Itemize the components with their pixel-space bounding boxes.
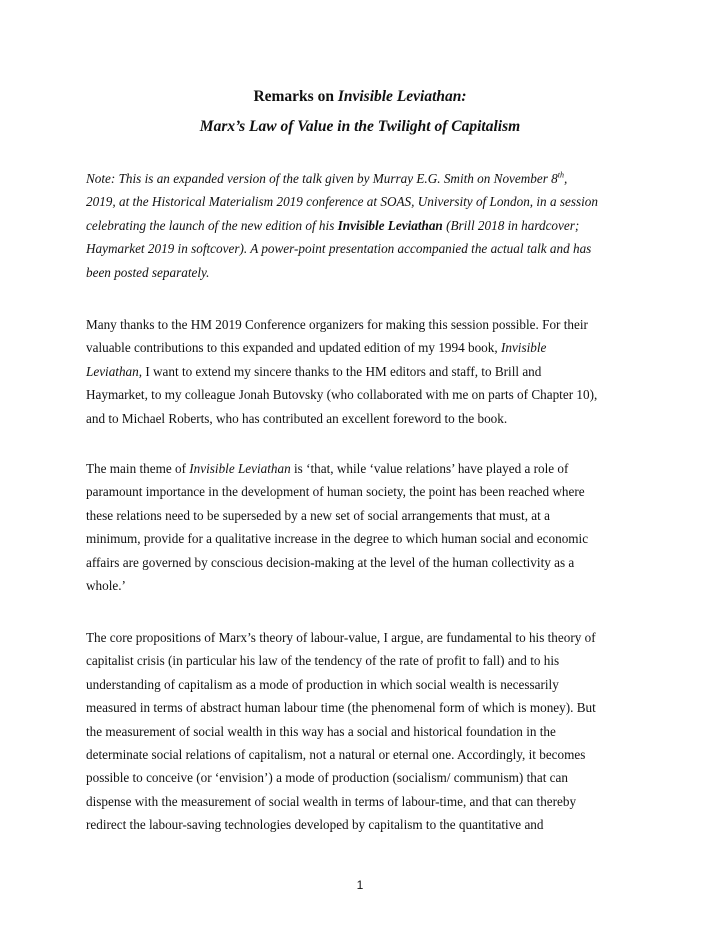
text-line: understanding of capitalism as a mode of production in which social wealth is necessarily [86,676,559,692]
note-line: been posted separately. [86,264,210,280]
note-line: 2019, at the Historical Materialism 2019 conference at SOAS, University of London, in a session [86,194,598,210]
note-text: celebrating the launch of the new edition of his [86,217,338,233]
title-line-2: Marx’s Law of Value in the Twilight of Capitalism [199,118,521,135]
text-line: minimum, provide for a qualitative increase in the degree to which human social and economic [86,531,589,547]
paragraph-core-propositions [86,626,646,837]
text-line: affairs are governed by conscious decision-making at the level of the human collectivity as a [86,554,575,570]
note-line [86,214,646,237]
text-span: valuable contributions to this expanded and updated edition of my 1994 book, [86,340,501,356]
book-title: Leviathan, [86,363,143,379]
paragraph-acknowledgements [86,313,646,430]
text-line: these relations need to be superseded by a new set of social arrangements that must, at a [86,507,550,523]
text-span: is ‘that, while ‘value relations’ have played a role of [290,461,569,476]
note-line [86,167,646,190]
text-line: capitalist crisis (in particular his law of the tendency of the rate of profit to fall) and to his [86,653,560,669]
text-line: determinate social relations of capitalism, not a natural or eternal one. Accordingly, it becomes [86,747,586,763]
text-line: dispense with the measurement of social wealth in terms of labour-time, and that can thereby [86,793,577,809]
text-line: and to Michael Roberts, who has contributed an excellent foreword to the book. [86,410,508,426]
text-line: Many thanks to the HM 2019 Conference organizers for making this session possible. For their [86,317,588,332]
note-text: (Brill 2018 in hardcover; [442,217,580,233]
title-prefix: Remarks on [253,88,338,105]
note-line: Haymarket 2019 in softcover). A power-point presentation accompanied the actual talk and has [86,241,592,257]
text-line [86,457,646,480]
paragraph-main-theme [86,457,646,597]
note-text: Note: This is an expanded version of the talk given by Murray E.G. Smith on November 8 [86,171,558,186]
text-line: whole.’ [86,578,126,594]
text-line [86,336,646,359]
text-line: the measurement of social wealth in this way has a social and historical foundation in the [86,723,556,739]
text-span: I want to extend my sincere thanks to the HM editors and staff, to Brill and [142,363,542,379]
text-line: possible to conceive (or ‘envision’) a mode of production (socialism/ communism) that can [86,770,568,786]
text-span: The main theme of [86,461,190,476]
text-line [86,360,646,383]
text-line: measured in terms of abstract human labour time (the phenomenal form of which is money). But [86,700,596,716]
text-line: The core propositions of Marx’s theory of labour-value, I argue, are fundamental to his theory of [86,630,596,645]
book-title: Invisible Leviathan [189,461,291,476]
text-line: paramount importance in the development of human society, the point has been reached where [86,484,585,500]
text-line: Haymarket, to my colleague Jonah Butovsky (who collaborated with me on parts of Chapter 10), [86,387,598,403]
page-number: 1 [356,878,364,892]
title-book-name: Invisible Leviathan: [337,88,467,105]
book-title: Invisible [500,340,547,356]
note-text: , [563,171,568,186]
title-line-1 [0,88,720,106]
note-book-title: Invisible Leviathan [337,217,443,233]
text-line: redirect the labour-saving technologies developed by capitalism to the quantitative and [86,817,544,833]
superscript: th [557,170,564,180]
note-paragraph [86,167,646,284]
